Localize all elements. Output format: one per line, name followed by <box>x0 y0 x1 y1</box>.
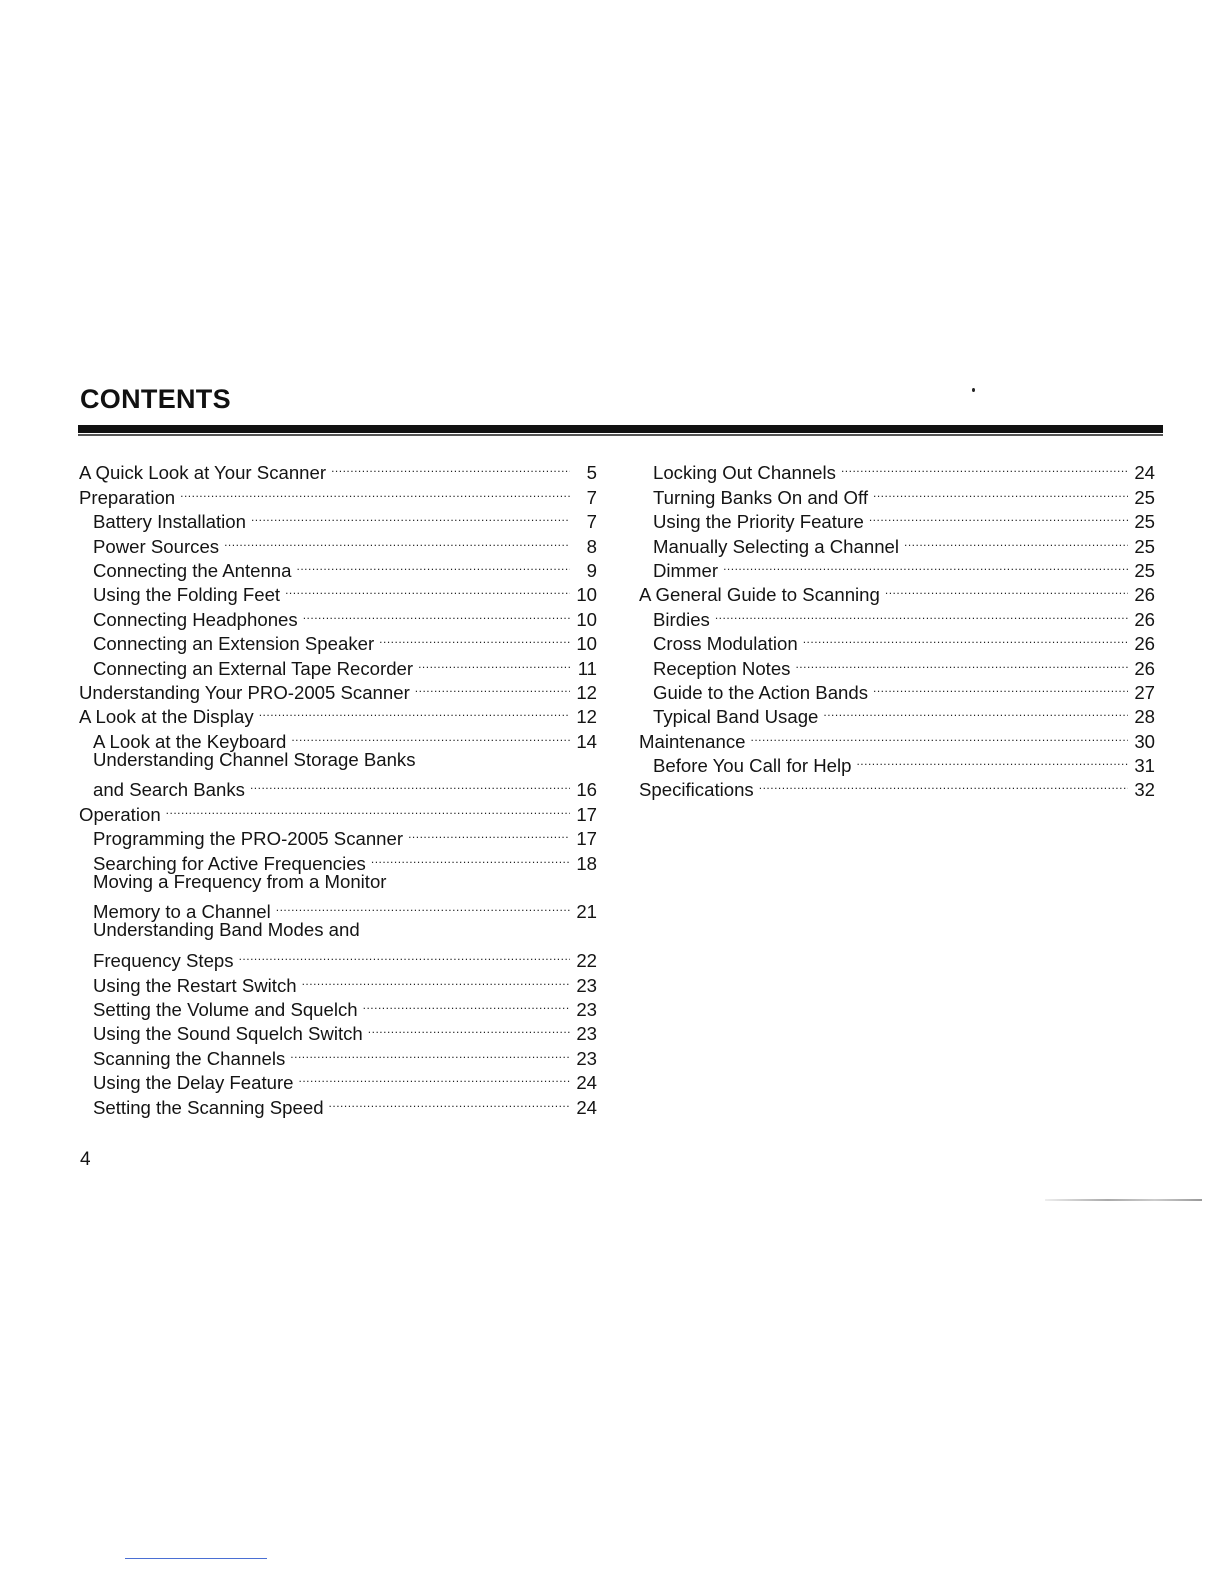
toc-entry-label: Using the Priority Feature <box>653 511 864 533</box>
toc-entry-label: Typical Band Usage <box>653 706 819 728</box>
toc-entry-page: 26 <box>1134 657 1155 679</box>
leader-dots <box>723 553 1128 577</box>
leader-dots <box>715 601 1128 625</box>
toc-entry-page: 26 <box>1134 608 1155 630</box>
toc-entry-label: A General Guide to Scanning <box>639 584 880 606</box>
toc-entry-label: Understanding Band Modes and <box>93 919 360 941</box>
toc-entry-label: Memory to a Channel <box>93 901 271 923</box>
toc-entry-label: Frequency Steps <box>93 950 234 972</box>
toc-entry-label: Using the Delay Feature <box>93 1072 294 1094</box>
leader-dots <box>299 1065 570 1089</box>
leader-dots <box>873 479 1128 503</box>
leader-dots <box>180 479 570 503</box>
toc-entry-label: Connecting the Antenna <box>93 559 292 581</box>
scan-artifact <box>1045 1199 1202 1201</box>
toc-entry-label: Using the Restart Switch <box>93 974 297 996</box>
leader-dots <box>904 528 1128 552</box>
toc-entry-label: Connecting an Extension Speaker <box>93 633 375 655</box>
toc-entry-label: A Look at the Keyboard <box>93 730 287 752</box>
leader-dots <box>297 553 571 577</box>
toc-entry-label: Guide to the Action Bands <box>653 681 869 703</box>
title-rule-thin <box>78 434 1163 436</box>
toc-entry-page: 25 <box>1134 486 1155 508</box>
toc-entry-label: Preparation <box>79 486 176 508</box>
toc-entry-label: A Quick Look at Your Scanner <box>79 462 327 484</box>
leader-dots <box>329 1089 570 1113</box>
toc-entry-label: Connecting Headphones <box>93 608 298 630</box>
toc-entry-label: and Search Banks <box>93 779 245 801</box>
toc-entry-page: 31 <box>1134 755 1155 777</box>
toc-entry-page: 23 <box>576 998 597 1020</box>
toc-entry-page: 24 <box>576 1096 597 1118</box>
toc-entry-page: 24 <box>1134 462 1155 484</box>
toc-entry[interactable] <box>639 626 1155 655</box>
leader-dots <box>869 504 1128 528</box>
toc-entry-page: 17 <box>576 828 597 850</box>
leader-dots <box>303 601 570 625</box>
toc-entry-label: Cross Modulation <box>653 633 798 655</box>
toc-entry-label: Operation <box>79 803 161 825</box>
toc-entry-page: 26 <box>1134 633 1155 655</box>
toc-entry-page: 24 <box>576 1072 597 1094</box>
toc-entry-page: 30 <box>1134 730 1155 752</box>
toc-entry-label: Turning Banks On and Off <box>653 486 868 508</box>
toc-entry-label: Power Sources <box>93 535 220 557</box>
leader-dots <box>368 1016 570 1040</box>
toc-entry-page: 14 <box>576 730 597 752</box>
toc-entry-label: Setting the Volume and Squelch <box>93 998 358 1020</box>
toc-entry-label: Specifications <box>639 779 754 801</box>
toc-entry-label: Understanding Your PRO-2005 Scanner <box>79 681 410 703</box>
leader-dots <box>795 650 1128 674</box>
leader-dots <box>415 675 570 699</box>
toc-entry-page: 21 <box>576 901 597 923</box>
toc-entry-label: Reception Notes <box>653 657 791 679</box>
title-rule <box>78 425 1163 433</box>
toc-entry-page: 23 <box>576 1047 597 1069</box>
toc-entry-page: 26 <box>1134 584 1155 606</box>
toc-entry-page: 17 <box>576 803 597 825</box>
leader-dots <box>408 821 570 845</box>
toc-entry-page: 12 <box>576 681 597 703</box>
toc-entry[interactable] <box>639 455 1155 484</box>
toc-entry-label: Setting the Scanning Speed <box>93 1096 324 1118</box>
toc-entry-label: Maintenance <box>639 730 746 752</box>
toc-entry-page: 7 <box>586 486 597 508</box>
leader-dots <box>803 626 1128 650</box>
leader-dots <box>841 455 1128 479</box>
page-number: 4 <box>80 1149 91 1170</box>
leader-dots <box>873 675 1128 699</box>
toc-entry-page: 10 <box>576 584 597 606</box>
toc-entry-label: Searching for Active Frequencies <box>93 852 366 874</box>
toc-entry[interactable] <box>79 943 597 972</box>
toc-entry-page: 16 <box>576 779 597 801</box>
leader-dots <box>224 528 570 552</box>
toc-entry-page: 12 <box>576 706 597 728</box>
leader-dots <box>885 577 1128 601</box>
scan-speck <box>972 388 975 392</box>
toc-entry[interactable] <box>79 870 597 894</box>
toc-entry[interactable] <box>79 894 597 923</box>
toc-entry-page: 10 <box>576 608 597 630</box>
leader-dots <box>331 455 570 479</box>
toc-entry-page: 27 <box>1134 681 1155 703</box>
toc-entry-page: 22 <box>576 950 597 972</box>
toc-entry-page: 5 <box>586 462 597 484</box>
toc-entry-label: A Look at the Display <box>79 706 254 728</box>
leader-dots <box>371 845 570 869</box>
toc-entry-label: Using the Sound Squelch Switch <box>93 1023 363 1045</box>
toc-entry[interactable] <box>79 772 597 801</box>
toc-entry[interactable] <box>79 455 597 484</box>
toc-entry-page: 10 <box>576 633 597 655</box>
toc-entry-page: 25 <box>1134 559 1155 581</box>
toc-entry[interactable] <box>639 601 1155 630</box>
leader-dots <box>290 1040 570 1064</box>
leader-dots <box>291 723 570 747</box>
leader-dots <box>379 626 570 650</box>
leader-dots <box>750 723 1128 747</box>
toc-entry-label: Locking Out Channels <box>653 462 836 484</box>
leader-dots <box>302 967 570 991</box>
leader-dots <box>285 577 570 601</box>
leader-dots <box>239 943 570 967</box>
toc-entry-page: 8 <box>586 535 597 557</box>
toc-entry-label: Birdies <box>653 608 710 630</box>
link-rule <box>125 1558 267 1559</box>
leader-dots <box>259 699 570 723</box>
toc-entry-label: Manually Selecting a Channel <box>653 535 900 557</box>
toc-entry-page: 32 <box>1134 779 1155 801</box>
toc-entry-page: 18 <box>576 852 597 874</box>
toc-entry-page: 9 <box>586 559 597 581</box>
leader-dots <box>418 650 570 674</box>
toc-entry-page: 7 <box>586 511 597 533</box>
toc-entry-page: 23 <box>576 974 597 996</box>
toc-entry-label: Connecting an External Tape Recorder <box>93 657 414 679</box>
toc-entry-label: Battery Installation <box>93 511 246 533</box>
toc-entry-label: Understanding Channel Storage Banks <box>93 748 416 770</box>
leader-dots <box>250 772 570 796</box>
toc-entry[interactable] <box>79 748 597 772</box>
toc-entry-label: Using the Folding Feet <box>93 584 281 606</box>
page-title: CONTENTS <box>80 384 231 414</box>
leader-dots <box>823 699 1128 723</box>
toc-entry-label: Dimmer <box>653 559 719 581</box>
toc-entry-page: 25 <box>1134 511 1155 533</box>
leader-dots <box>166 796 570 820</box>
leader-dots <box>276 894 570 918</box>
leader-dots <box>759 772 1128 796</box>
leader-dots <box>363 992 570 1016</box>
toc-entry-label: Before You Call for Help <box>653 755 852 777</box>
toc-left-column <box>79 455 597 1118</box>
leader-dots <box>856 748 1128 772</box>
toc-entry-label: Programming the PRO-2005 Scanner <box>93 828 404 850</box>
leader-dots <box>251 504 570 528</box>
toc-right-column <box>639 455 1155 801</box>
toc-entry-page: 25 <box>1134 535 1155 557</box>
toc-entry-label: Scanning the Channels <box>93 1047 286 1069</box>
toc-entry-page: 23 <box>576 1023 597 1045</box>
toc-entry-page: 28 <box>1134 706 1155 728</box>
toc-entry[interactable] <box>79 918 597 942</box>
toc-entry-label: Moving a Frequency from a Monitor <box>93 870 387 892</box>
toc-entry-page: 11 <box>577 657 597 679</box>
